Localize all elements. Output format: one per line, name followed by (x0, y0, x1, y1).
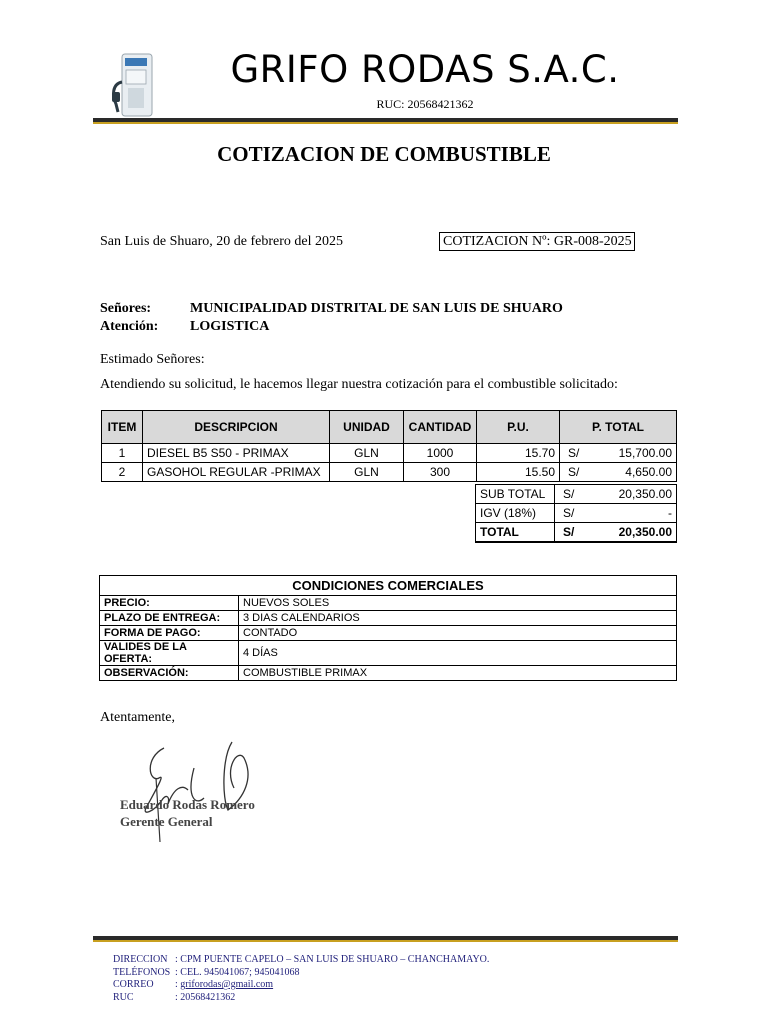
signature-image (104, 738, 304, 848)
col-pu: P.U. (477, 411, 560, 444)
totals-table (475, 484, 677, 543)
condition-row (100, 596, 677, 611)
total-value: 20,350.00 (597, 523, 677, 543)
subtotal-currency: S/ (555, 485, 598, 504)
condition-key: VALIDES DE LA OFERTA: (100, 641, 239, 666)
fuel-pump-icon (108, 52, 160, 118)
col-descripcion: DESCRIPCION (143, 411, 330, 444)
condition-key: PLAZO DE ENTREGA: (100, 611, 239, 626)
total-currency: S/ (555, 523, 598, 543)
row-currency: S/ (560, 463, 603, 482)
condition-key: FORMA DE PAGO: (100, 626, 239, 641)
condition-key: PRECIO: (100, 596, 239, 611)
row-descripcion: DIESEL B5 S50 - PRIMAX (143, 444, 330, 463)
items-header-row (102, 411, 677, 444)
conditions-header-row (100, 576, 677, 596)
quote-number: COTIZACION Nº: GR-008-2025 (439, 232, 635, 251)
row-total: 4,650.00 (602, 463, 677, 482)
footer-contact (113, 954, 489, 1004)
subtotal-label: SUB TOTAL (476, 485, 555, 504)
ruc-label: RUC (113, 991, 134, 1003)
telefonos-value: : CEL. 945041067; 945041068 (175, 966, 300, 978)
condition-value: COMBUSTIBLE PRIMAX (239, 666, 677, 681)
correo-sep: : (175, 979, 178, 990)
row-pu: 15.70 (477, 444, 560, 463)
subtotal-value: 20,350.00 (597, 485, 677, 504)
footer-correo (113, 979, 489, 992)
condition-row (100, 641, 677, 666)
row-item: 2 (102, 463, 143, 482)
col-unidad: UNIDAD (330, 411, 404, 444)
conditions-title: CONDICIONES COMERCIALES (100, 576, 677, 596)
signature-block (120, 796, 255, 830)
subtotal-row (476, 485, 677, 504)
col-ptotal: P. TOTAL (560, 411, 677, 444)
signer-role: Gerente General (120, 814, 213, 829)
footer-ruc (113, 992, 489, 1005)
total-label: TOTAL (476, 523, 555, 543)
condition-key: OBSERVACIÓN: (100, 666, 239, 681)
atencion-label: Atención: (100, 319, 159, 334)
closing: Atentamente, (100, 710, 176, 725)
telefonos-label: TELÉFONOS (113, 966, 171, 978)
footer-rule-gold (93, 940, 678, 942)
company-name: GRIFO RODAS S.A.C. (230, 48, 620, 91)
condition-row (100, 611, 677, 626)
place-date: San Luis de Shuaro, 20 de febrero del 2025 (100, 234, 343, 249)
atencion-value: LOGISTICA (190, 319, 270, 334)
header-rule-gold (93, 122, 678, 124)
signer-name: Eduardo Rodas Romero (120, 797, 255, 812)
row-item: 1 (102, 444, 143, 463)
row-unidad: GLN (330, 444, 404, 463)
footer-telefonos (113, 967, 489, 980)
total-row (476, 523, 677, 543)
items-table (101, 410, 677, 482)
correo-label: CORREO (113, 979, 154, 990)
condition-value: CONTADO (239, 626, 677, 641)
greeting: Estimado Señores: (100, 352, 205, 367)
igv-row (476, 504, 677, 523)
intro-text: Atendiendo su solicitud, le hacemos llegar nuestra cotización para el combustible solicitado: (100, 377, 618, 392)
table-row (102, 463, 677, 482)
row-cantidad: 1000 (404, 444, 477, 463)
ruc-value: : 20568421362 (175, 991, 236, 1003)
row-cantidad: 300 (404, 463, 477, 482)
igv-label: IGV (18%) (476, 504, 555, 523)
conditions-table (99, 575, 677, 681)
row-pu: 15.50 (477, 463, 560, 482)
condition-value: 4 DÍAS (239, 641, 677, 666)
senores-label: Señores: (100, 301, 152, 316)
document-title: COTIZACION DE COMBUSTIBLE (217, 142, 551, 166)
company-ruc: RUC: 20568421362 (376, 97, 474, 111)
igv-value: - (597, 504, 677, 523)
condition-row (100, 626, 677, 641)
row-unidad: GLN (330, 463, 404, 482)
row-currency: S/ (560, 444, 603, 463)
row-total: 15,700.00 (602, 444, 677, 463)
correo-link[interactable]: griforodas@gmail.com (180, 979, 274, 990)
direccion-value: : CPM PUENTE CAPELO – SAN LUIS DE SHUARO – CHANCHAMAYO. (175, 954, 490, 965)
condition-row (100, 666, 677, 681)
condition-value: 3 DIAS CALENDARIOS (239, 611, 677, 626)
row-descripcion: GASOHOL REGULAR -PRIMAX (143, 463, 330, 482)
col-cantidad: CANTIDAD (404, 411, 477, 444)
igv-currency: S/ (555, 504, 598, 523)
footer-direccion (113, 954, 489, 967)
condition-value: NUEVOS SOLES (239, 596, 677, 611)
direccion-label: DIRECCION (113, 954, 168, 965)
col-item: ITEM (102, 411, 143, 444)
table-row (102, 444, 677, 463)
senores-value: MUNICIPALIDAD DISTRITAL DE SAN LUIS DE SHUARO (190, 301, 563, 316)
